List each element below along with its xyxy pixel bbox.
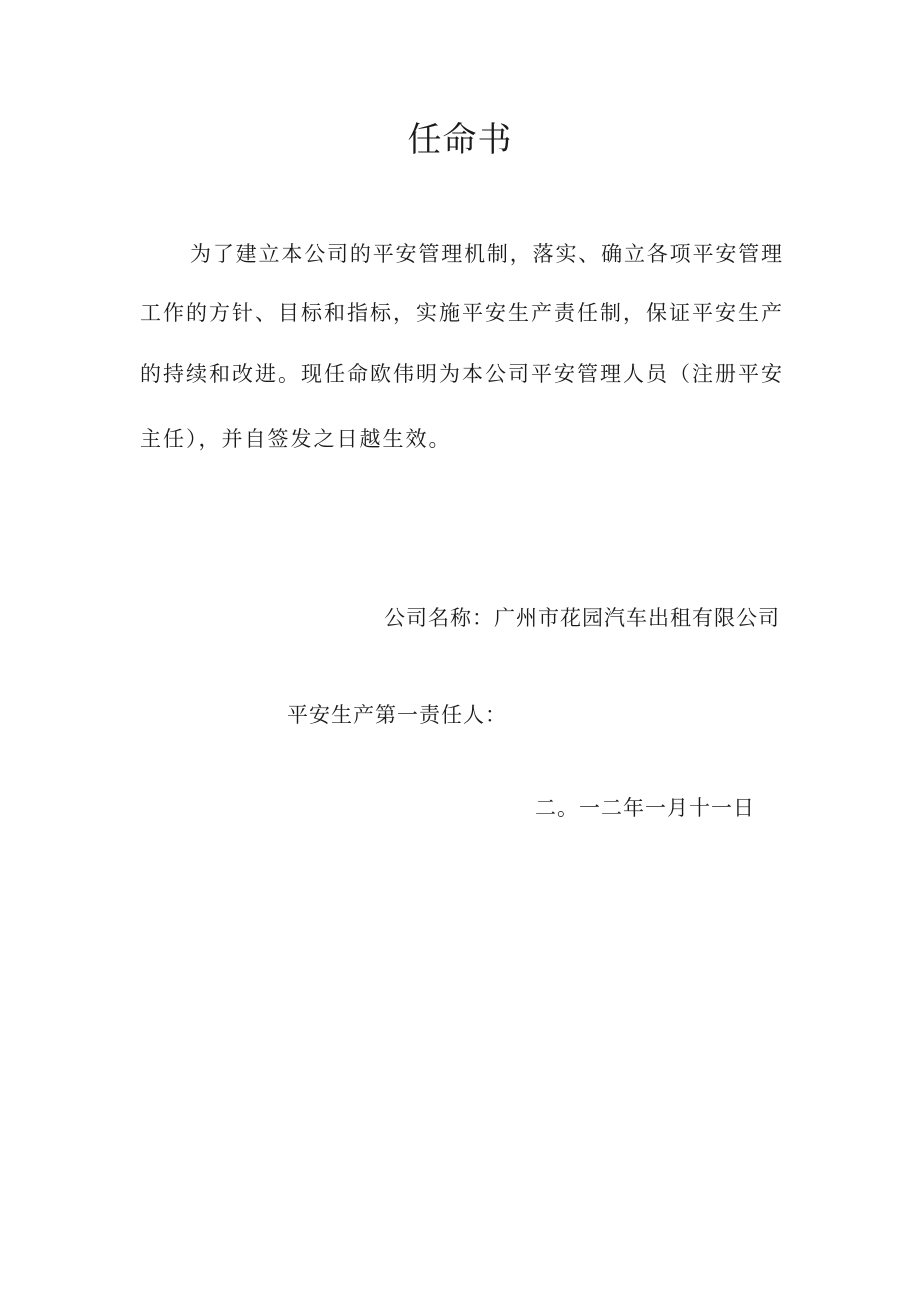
body-paragraph-line: 为了建立本公司的平安管理机制，落实、确立各项平安管理 [190, 242, 782, 266]
responsible-person-line: 平安生产第一责任人： [287, 703, 507, 727]
body-paragraph-line: 主任），并自签发之日越生效。 [140, 427, 452, 451]
issue-date: 二。一二年一月十一日 [535, 796, 755, 820]
company-name-line: 公司名称：广州市花园汽车出租有限公司 [384, 606, 780, 630]
document-title: 任命书 [407, 120, 513, 160]
body-paragraph-line: 的持续和改进。现任命欧伟明为本公司平安管理人员（注册平安 [140, 362, 782, 386]
body-paragraph-line: 工作的方针、目标和指标，实施平安生产责任制，保证平安生产 [140, 301, 782, 325]
